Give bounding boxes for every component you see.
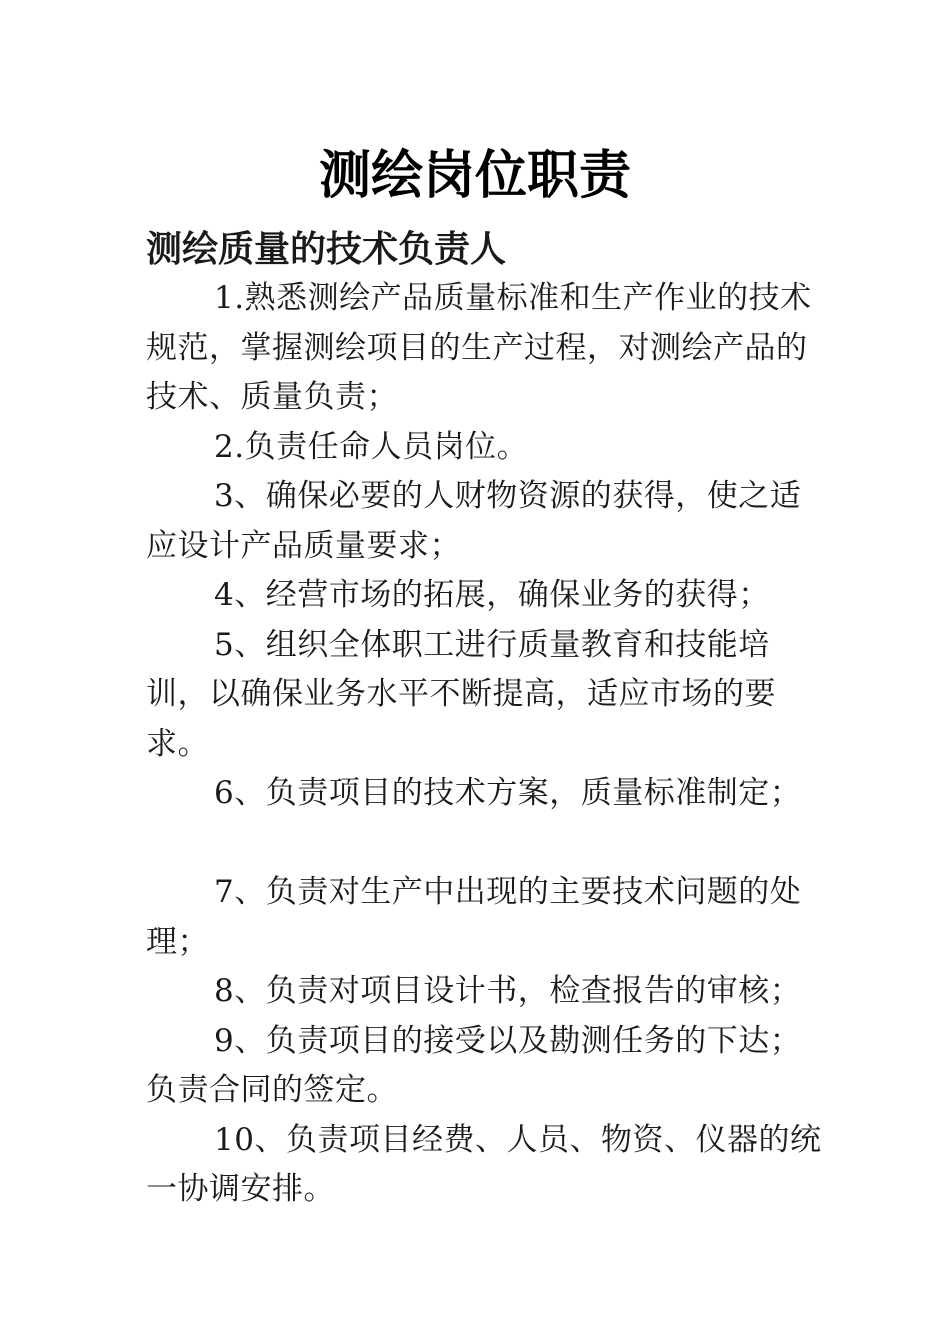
paragraph-item-1: 1.熟悉测绘产品质量标准和生产作业的技术规范，掌握测绘项目的生产过程，对测绘产品的技术、质量负责； (146, 280, 812, 415)
paragraph-item-2: 2.负责任命人员岗位。 (214, 428, 529, 465)
paragraph-item-8: 8、负责对项目设计书，检查报告的审核； (214, 973, 802, 1009)
paragraph-item-5: 5、组织全体职工进行质量教育和技能培训，以确保业务水平不断提高，适应市场的要求。 (146, 626, 776, 762)
paragraph-item-3: 3、确保必要的人财物资源的获得，使之适应设计产品质量要求； (146, 478, 802, 564)
paragraph-item-10: 10、负责项目经费、人员、物资、仪器的统一协调安排。 (146, 1121, 822, 1207)
paragraph-item-6: 6、负责项目的技术方案，质量标准制定； (214, 775, 802, 811)
blank-line (146, 819, 826, 869)
paragraph-item-4: 4、经营市场的拓展，确保业务的获得； (214, 577, 770, 613)
document-title: 测绘岗位职责 (318, 146, 631, 206)
section-heading: 测绘质量的技术负责人 (146, 229, 507, 270)
document-body (146, 274, 826, 1215)
paragraph-item-7: 7、负责对生产中出现的主要技术问题的处理； (146, 874, 802, 960)
paragraph-item-9: 9、负责项目的接受以及勘测任务的下达；负责合同的签定。 (146, 1022, 802, 1108)
